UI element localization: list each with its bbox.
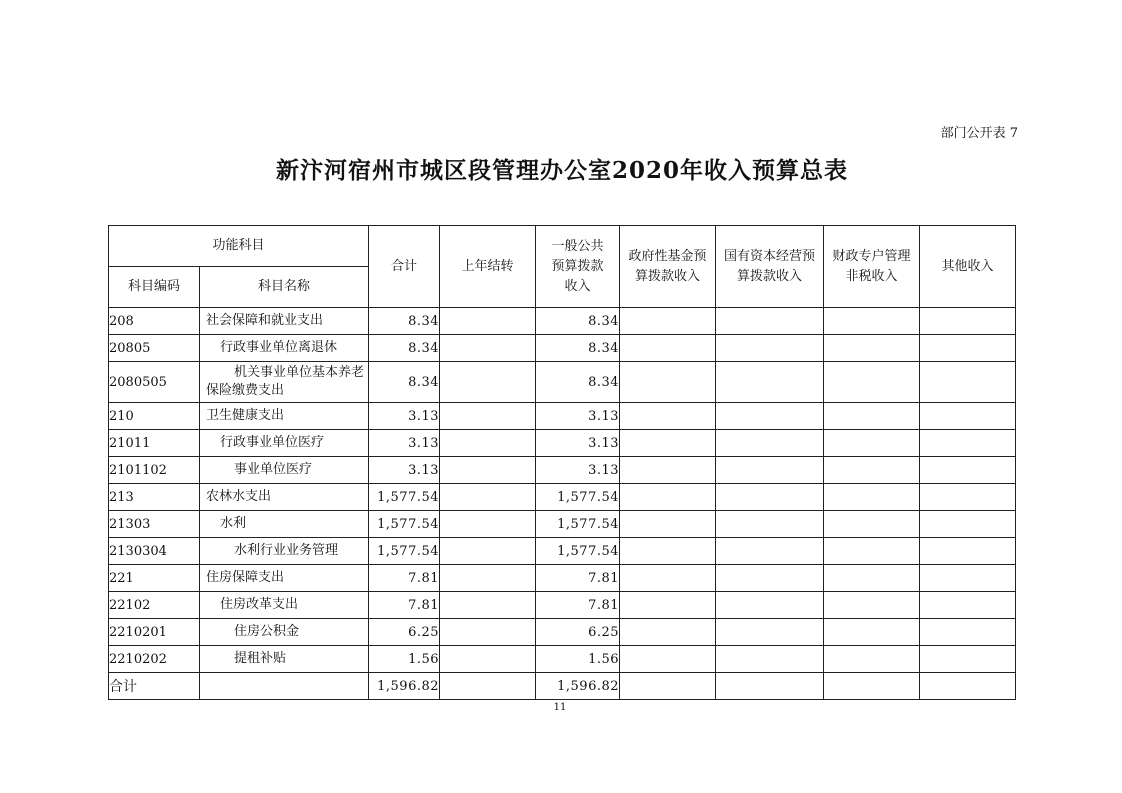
carryover-value <box>440 484 536 511</box>
table-row <box>109 511 1016 538</box>
total-value: 8.34 <box>369 308 440 335</box>
table-row <box>109 430 1016 457</box>
subject-code: 213 <box>109 484 200 511</box>
subject-name: 水利 <box>200 511 369 538</box>
carryover-value <box>440 511 536 538</box>
general-public-value: 8.34 <box>536 308 620 335</box>
grand-total-value: 1,596.82 <box>369 673 440 700</box>
carryover-value <box>440 646 536 673</box>
general-public-value: 1,577.54 <box>536 538 620 565</box>
subject-name: 提租补贴 <box>200 646 369 673</box>
total-value: 1,577.54 <box>369 511 440 538</box>
total-value: 1,577.54 <box>369 538 440 565</box>
subject-code: 2210201 <box>109 619 200 646</box>
carryover-value <box>440 308 536 335</box>
carryover-value <box>440 592 536 619</box>
table-row <box>109 484 1016 511</box>
subject-code: 221 <box>109 565 200 592</box>
table-row <box>109 362 1016 403</box>
subject-code: 2210202 <box>109 646 200 673</box>
table-number-label: 部门公开表 7 <box>940 126 1018 141</box>
header-total: 合计 <box>369 226 440 308</box>
subject-name: 事业单位医疗 <box>200 457 369 484</box>
general-public-value: 8.34 <box>536 335 620 362</box>
subject-code: 21011 <box>109 430 200 457</box>
carryover-value <box>440 538 536 565</box>
general-public-value: 6.25 <box>536 619 620 646</box>
subject-name: 水利行业业务管理 <box>200 538 369 565</box>
general-public-value: 8.34 <box>536 362 620 403</box>
total-value: 1,577.54 <box>369 484 440 511</box>
total-row <box>109 673 1016 700</box>
subject-name: 机关事业单位基本养老保险缴费支出 <box>200 362 369 403</box>
header-carryover: 上年结转 <box>440 226 536 308</box>
subject-name: 住房公积金 <box>200 619 369 646</box>
table-row <box>109 619 1016 646</box>
total-value: 1.56 <box>369 646 440 673</box>
carryover-value <box>440 673 536 700</box>
total-value: 3.13 <box>369 457 440 484</box>
carryover-value <box>440 403 536 430</box>
general-public-value: 1.56 <box>536 646 620 673</box>
subject-code: 2080505 <box>109 362 200 403</box>
carryover-value <box>440 335 536 362</box>
page-title: 新汴河宿州市城区段管理办公室2020年收入预算总表 <box>275 157 848 184</box>
subject-code: 210 <box>109 403 200 430</box>
grand-general-public-value: 1,596.82 <box>536 673 620 700</box>
header-state-capital-budget: 国有资本经营预算拨款收入 <box>716 226 824 308</box>
header-fiscal-special-account: 财政专户管理非税收入 <box>824 226 920 308</box>
table-row <box>109 592 1016 619</box>
general-public-value: 3.13 <box>536 430 620 457</box>
subject-code: 20805 <box>109 335 200 362</box>
subject-name: 行政事业单位医疗 <box>200 430 369 457</box>
subject-code: 208 <box>109 308 200 335</box>
table-row <box>109 403 1016 430</box>
carryover-value <box>440 457 536 484</box>
header-functional-subject: 功能科目 <box>109 226 369 267</box>
header-subject-code: 科目编码 <box>109 267 200 308</box>
subject-name: 农林水支出 <box>200 484 369 511</box>
subject-code: 2130304 <box>109 538 200 565</box>
general-public-value: 1,577.54 <box>536 511 620 538</box>
total-value: 7.81 <box>369 592 440 619</box>
subject-name: 行政事业单位离退休 <box>200 335 369 362</box>
general-public-value: 3.13 <box>536 403 620 430</box>
total-value: 7.81 <box>369 565 440 592</box>
total-value: 3.13 <box>369 430 440 457</box>
carryover-value <box>440 565 536 592</box>
header-general-public-budget: 一般公共预算拨款收入 <box>536 226 620 308</box>
total-label: 合计 <box>109 673 200 700</box>
table-row <box>109 538 1016 565</box>
table-row <box>109 646 1016 673</box>
subject-name: 住房改革支出 <box>200 592 369 619</box>
table-row <box>109 335 1016 362</box>
subject-name: 住房保障支出 <box>200 565 369 592</box>
total-value: 6.25 <box>369 619 440 646</box>
header-subject-name: 科目名称 <box>200 267 369 308</box>
carryover-value <box>440 619 536 646</box>
subject-code: 21303 <box>109 511 200 538</box>
carryover-value <box>440 362 536 403</box>
table-row <box>109 308 1016 335</box>
page-number: 11 <box>553 702 567 713</box>
subject-name: 卫生健康支出 <box>200 403 369 430</box>
total-value: 3.13 <box>369 403 440 430</box>
general-public-value: 3.13 <box>536 457 620 484</box>
table-row <box>109 457 1016 484</box>
total-value: 8.34 <box>369 335 440 362</box>
header-other-income: 其他收入 <box>920 226 1016 308</box>
general-public-value: 1,577.54 <box>536 484 620 511</box>
carryover-value <box>440 430 536 457</box>
subject-code: 2101102 <box>109 457 200 484</box>
header-gov-fund-budget: 政府性基金预算拨款收入 <box>620 226 716 308</box>
table-row <box>109 565 1016 592</box>
subject-code: 22102 <box>109 592 200 619</box>
revenue-budget-table <box>108 225 1016 700</box>
general-public-value: 7.81 <box>536 592 620 619</box>
general-public-value: 7.81 <box>536 565 620 592</box>
total-value: 8.34 <box>369 362 440 403</box>
subject-name: 社会保障和就业支出 <box>200 308 369 335</box>
